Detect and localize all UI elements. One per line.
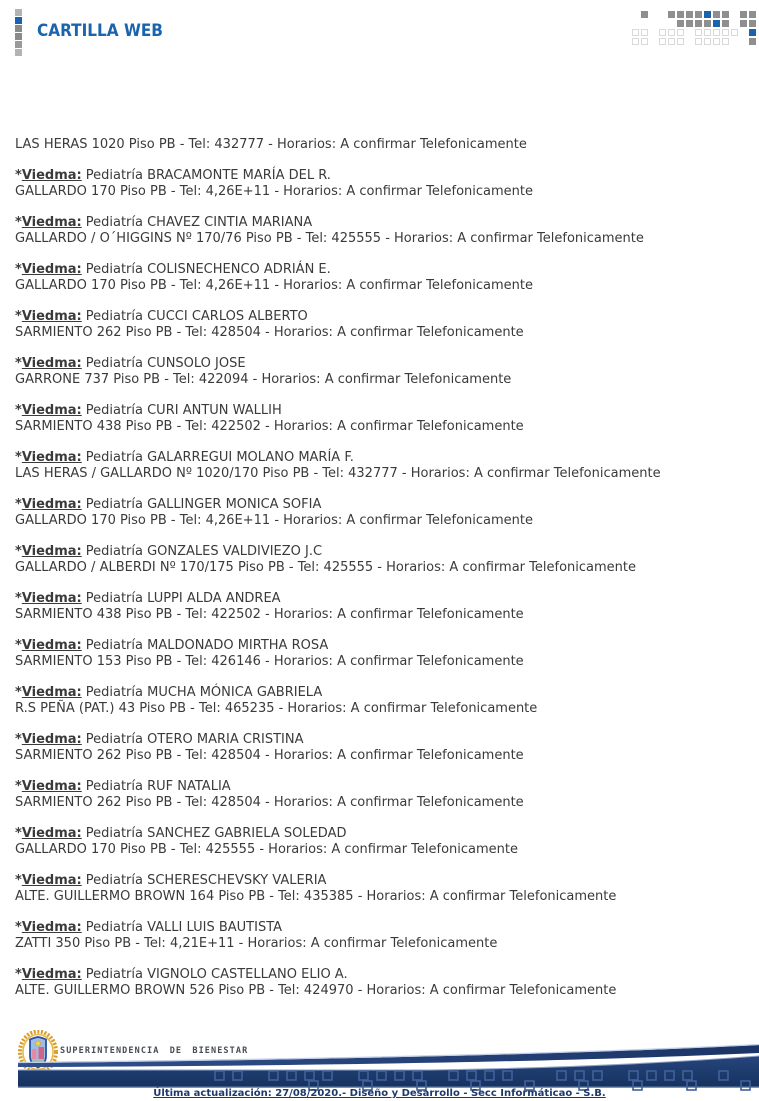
entry-title xyxy=(15,591,745,608)
entry-name: Pediatría SANCHEZ GABRIELA SOLEDAD xyxy=(85,825,347,841)
directory-entry xyxy=(15,356,745,389)
entry-city: Viedma: xyxy=(21,637,82,653)
entry-name: Pediatría CUNSOLO JOSE xyxy=(85,355,246,371)
entry-title xyxy=(15,356,745,373)
directory-entry xyxy=(15,450,745,483)
entry-city: Viedma: xyxy=(21,825,82,841)
directory-entry xyxy=(15,262,745,295)
entry-city: Viedma: xyxy=(21,731,82,747)
entry-marker: * xyxy=(15,214,22,230)
entry-marker: * xyxy=(15,919,22,935)
entry-city: Viedma: xyxy=(21,261,82,277)
entry-city: Viedma: xyxy=(21,543,82,559)
entry-city: Viedma: xyxy=(21,919,82,935)
entry-marker: * xyxy=(15,261,22,277)
entry-title xyxy=(15,168,745,185)
entry-marker: * xyxy=(15,355,22,371)
directory-entry xyxy=(15,779,745,812)
entry-name: Pediatría RUF NATALIA xyxy=(85,778,231,794)
entry-marker: * xyxy=(15,308,22,324)
entry-name: Pediatría CHAVEZ CINTIA MARIANA xyxy=(85,214,313,230)
entry-details: GALLARDO / ALBERDI Nº 170/175 Piso PB - Tel: 425555 - Horarios: A confirmar Telefonicamente xyxy=(15,560,636,575)
entry-marker: * xyxy=(15,637,22,653)
entry-marker: * xyxy=(15,543,22,559)
entry-city: Viedma: xyxy=(21,449,82,465)
entry-marker: * xyxy=(15,731,22,747)
entry-details: GALLARDO 170 Piso PB - Tel: 4,26E+11 - Horarios: A confirmar Telefonicamente xyxy=(15,184,533,199)
directory-entry xyxy=(15,215,745,248)
entry-details: ALTE. GUILLERMO BROWN 526 Piso PB - Tel: 424970 - Horarios: A confirmar Telefonicamente xyxy=(15,983,617,998)
entry-title xyxy=(15,638,745,655)
entry-details: GALLARDO / O´HIGGINS Nº 170/76 Piso PB - Tel: 425555 - Horarios: A confirmar Telefonicamente xyxy=(15,231,644,246)
entry-details: ALTE. GUILLERMO BROWN 164 Piso PB - Tel: 435385 - Horarios: A confirmar Telefonicamente xyxy=(15,889,617,904)
page-title: CARTILLA WEB xyxy=(37,21,163,41)
entry-title xyxy=(15,732,745,749)
entry-name: Pediatría CUCCI CARLOS ALBERTO xyxy=(85,308,308,324)
directory-entry xyxy=(15,168,745,201)
entry-marker: * xyxy=(15,825,22,841)
entry-name: Pediatría VIGNOLO CASTELLANO ELIO A. xyxy=(85,966,348,982)
entry-title xyxy=(15,309,745,326)
entry-city: Viedma: xyxy=(21,308,82,324)
entry-details: GALLARDO 170 Piso PB - Tel: 4,26E+11 - Horarios: A confirmar Telefonicamente xyxy=(15,513,533,528)
entry-marker: * xyxy=(15,449,22,465)
entry-city: Viedma: xyxy=(21,966,82,982)
entry-city: Viedma: xyxy=(21,214,82,230)
header-mosaic-decoration xyxy=(632,11,758,47)
entry-details: R.S PEÑA (PAT.) 43 Piso PB - Tel: 465235 - Horarios: A confirmar Telefonicamente xyxy=(15,701,538,716)
entry-city: Viedma: xyxy=(21,872,82,888)
header xyxy=(0,0,759,60)
entry-city: Viedma: xyxy=(21,496,82,512)
entry-name: Pediatría CURI ANTUN WALLIH xyxy=(85,402,282,418)
entry-details: GARRONE 737 Piso PB - Tel: 422094 - Horarios: A confirmar Telefonicamente xyxy=(15,372,512,387)
entry-name: Pediatría GONZALES VALDIVIEZO J.C xyxy=(85,543,323,559)
footer-swoosh-decoration xyxy=(0,1040,759,1092)
entry-marker: * xyxy=(15,966,22,982)
entry-name: Pediatría OTERO MARIA CRISTINA xyxy=(85,731,304,747)
entry-title xyxy=(15,497,745,514)
directory-entry xyxy=(15,732,745,765)
entries-container xyxy=(15,168,745,1000)
entry-title xyxy=(15,826,745,843)
entry-city: Viedma: xyxy=(21,684,82,700)
entry-details: SARMIENTO 262 Piso PB - Tel: 428504 - Horarios: A confirmar Telefonicamente xyxy=(15,325,524,340)
entry-details: SARMIENTO 438 Piso PB - Tel: 422502 - Horarios: A confirmar Telefonicamente xyxy=(15,607,524,622)
entry-name: Pediatría GALLINGER MONICA SOFIA xyxy=(85,496,322,512)
directory-entry xyxy=(15,685,745,718)
entry-marker: * xyxy=(15,590,22,606)
entry-marker: * xyxy=(15,778,22,794)
entry-name: Pediatría GALARREGUI MOLANO MARÍA F. xyxy=(85,449,354,465)
directory-entry xyxy=(15,591,745,624)
entry-marker: * xyxy=(15,872,22,888)
entry-city: Viedma: xyxy=(21,778,82,794)
entry-name: Pediatría LUPPI ALDA ANDREA xyxy=(85,590,281,606)
entry-title xyxy=(15,779,745,796)
directory-entry xyxy=(15,638,745,671)
app-logo-squares-icon xyxy=(15,9,22,57)
entry-name: Pediatría SCHERESCHEVSKY VALERIA xyxy=(85,872,327,888)
org-name: SUPERINTENDENCIA DE BIENESTAR xyxy=(60,1046,249,1056)
entry-details: ZATTI 350 Piso PB - Tel: 4,21E+11 - Horarios: A confirmar Telefonicamente xyxy=(15,936,498,951)
entry-details: GALLARDO 170 Piso PB - Tel: 4,26E+11 - Horarios: A confirmar Telefonicamente xyxy=(15,278,533,293)
entry-city: Viedma: xyxy=(21,167,82,183)
entry-title xyxy=(15,262,745,279)
entry-details-continued: LAS HERAS 1020 Piso PB - Tel: 432777 - Horarios: A confirmar Telefonicamente xyxy=(15,137,527,152)
directory-entry xyxy=(15,544,745,577)
entry-title xyxy=(15,450,745,467)
entry-marker: * xyxy=(15,684,22,700)
last-update-text: Última actualización: 27/08/2020.- Diseño y Desarrollo - Secc Informáticao - S.B. xyxy=(153,1088,606,1099)
directory-entry xyxy=(15,967,745,1000)
directory-entry xyxy=(15,497,745,530)
entry-marker: * xyxy=(15,496,22,512)
entry-title xyxy=(15,873,745,890)
entry-details: SARMIENTO 438 Piso PB - Tel: 422502 - Horarios: A confirmar Telefonicamente xyxy=(15,419,524,434)
entry-title xyxy=(15,685,745,702)
directory-entry xyxy=(15,309,745,342)
entry-city: Viedma: xyxy=(21,355,82,371)
entry-city: Viedma: xyxy=(21,590,82,606)
entry-details: SARMIENTO 262 Piso PB - Tel: 428504 - Horarios: A confirmar Telefonicamente xyxy=(15,748,524,763)
entry-title xyxy=(15,403,745,420)
entry-name: Pediatría VALLI LUIS BAUTISTA xyxy=(85,919,283,935)
directory-entry xyxy=(15,826,745,859)
entry-details: GALLARDO 170 Piso PB - Tel: 425555 - Horarios: A confirmar Telefonicamente xyxy=(15,842,519,857)
entry-details: SARMIENTO 153 Piso PB - Tel: 426146 - Horarios: A confirmar Telefonicamente xyxy=(15,654,524,669)
entry-marker: * xyxy=(15,167,22,183)
entry-name: Pediatría COLISNECHENCO ADRIÁN E. xyxy=(85,261,331,277)
directory-entry xyxy=(15,920,745,953)
directory-entry xyxy=(15,403,745,436)
entry-name: Pediatría MUCHA MÓNICA GABRIELA xyxy=(85,684,323,700)
entry-city: Viedma: xyxy=(21,402,82,418)
entry-marker: * xyxy=(15,402,22,418)
entry-details: LAS HERAS / GALLARDO Nº 1020/170 Piso PB - Tel: 432777 - Horarios: A confirmar Telefonicamente xyxy=(15,466,661,481)
entry-title xyxy=(15,215,745,232)
entry-details: SARMIENTO 262 Piso PB - Tel: 428504 - Horarios: A confirmar Telefonicamente xyxy=(15,795,524,810)
entry-name: Pediatría BRACAMONTE MARÍA DEL R. xyxy=(85,167,331,183)
entry-name: Pediatría MALDONADO MIRTHA ROSA xyxy=(85,637,329,653)
directory-list xyxy=(15,137,745,1014)
entry-title xyxy=(15,920,745,937)
entry-title xyxy=(15,544,745,561)
directory-entry xyxy=(15,873,745,906)
entry-title xyxy=(15,967,745,984)
